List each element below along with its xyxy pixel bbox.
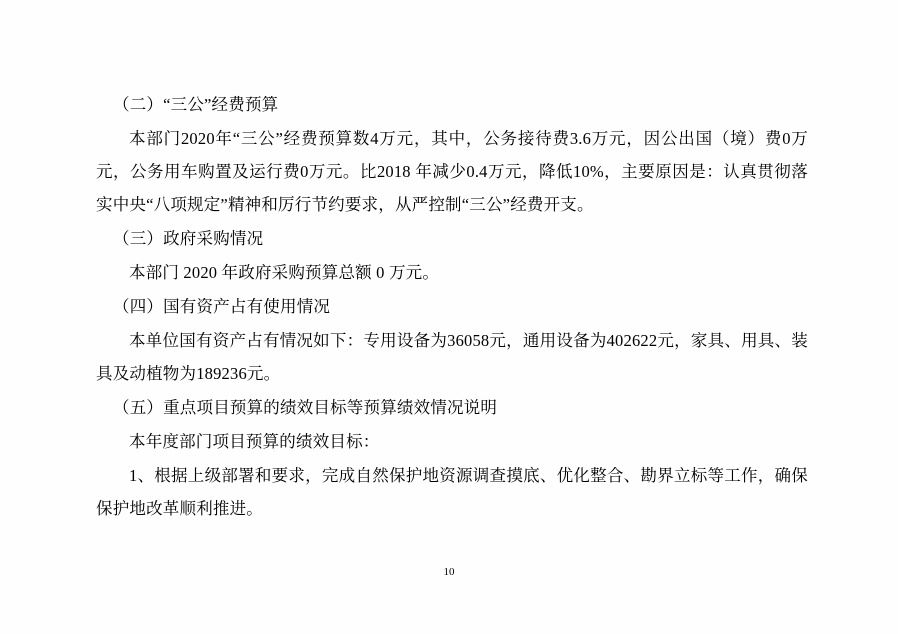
paragraph-performance-goal-intro: 本年度部门项目预算的绩效目标： (129, 432, 380, 451)
section-heading-2: （二）“三公”经费预算 (113, 95, 279, 114)
paragraph-government-procurement: 本部门 2020 年政府采购预算总额 0 万元。 (129, 263, 440, 282)
section-heading-3: （三）政府采购情况 (113, 229, 264, 248)
paragraph-three-public-budget: 本部门2020年“三公”经费预算数4万元，其中，公务接待费3.6万元，因公出国（境）费0万元，公务用车购置及运行费0万元。比2018 年减少0.4万元，降低10%，主要原因是：认真贯彻落实中央“八项规定”精神和厉行节约要求，从严控制“三公”经费开支。 (96, 129, 808, 214)
section-heading-5: （五）重点项目预算的绩效目标等预算绩效情况说明 (113, 398, 498, 417)
paragraph-state-assets: 本单位国有资产占有情况如下：专用设备为36058元，通用设备为402622元，家具、用具、装具及动植物为189236元。 (96, 331, 808, 383)
section-heading-4: （四）国有资产占有使用情况 (113, 297, 331, 316)
page-content (96, 88, 808, 526)
page-number: 10 (443, 566, 455, 578)
paragraph-performance-item-1: 1、根据上级部署和要求，完成自然保护地资源调查摸底、优化整合、勘界立标等工作，确保保护地改革顺利推进。 (96, 466, 808, 518)
